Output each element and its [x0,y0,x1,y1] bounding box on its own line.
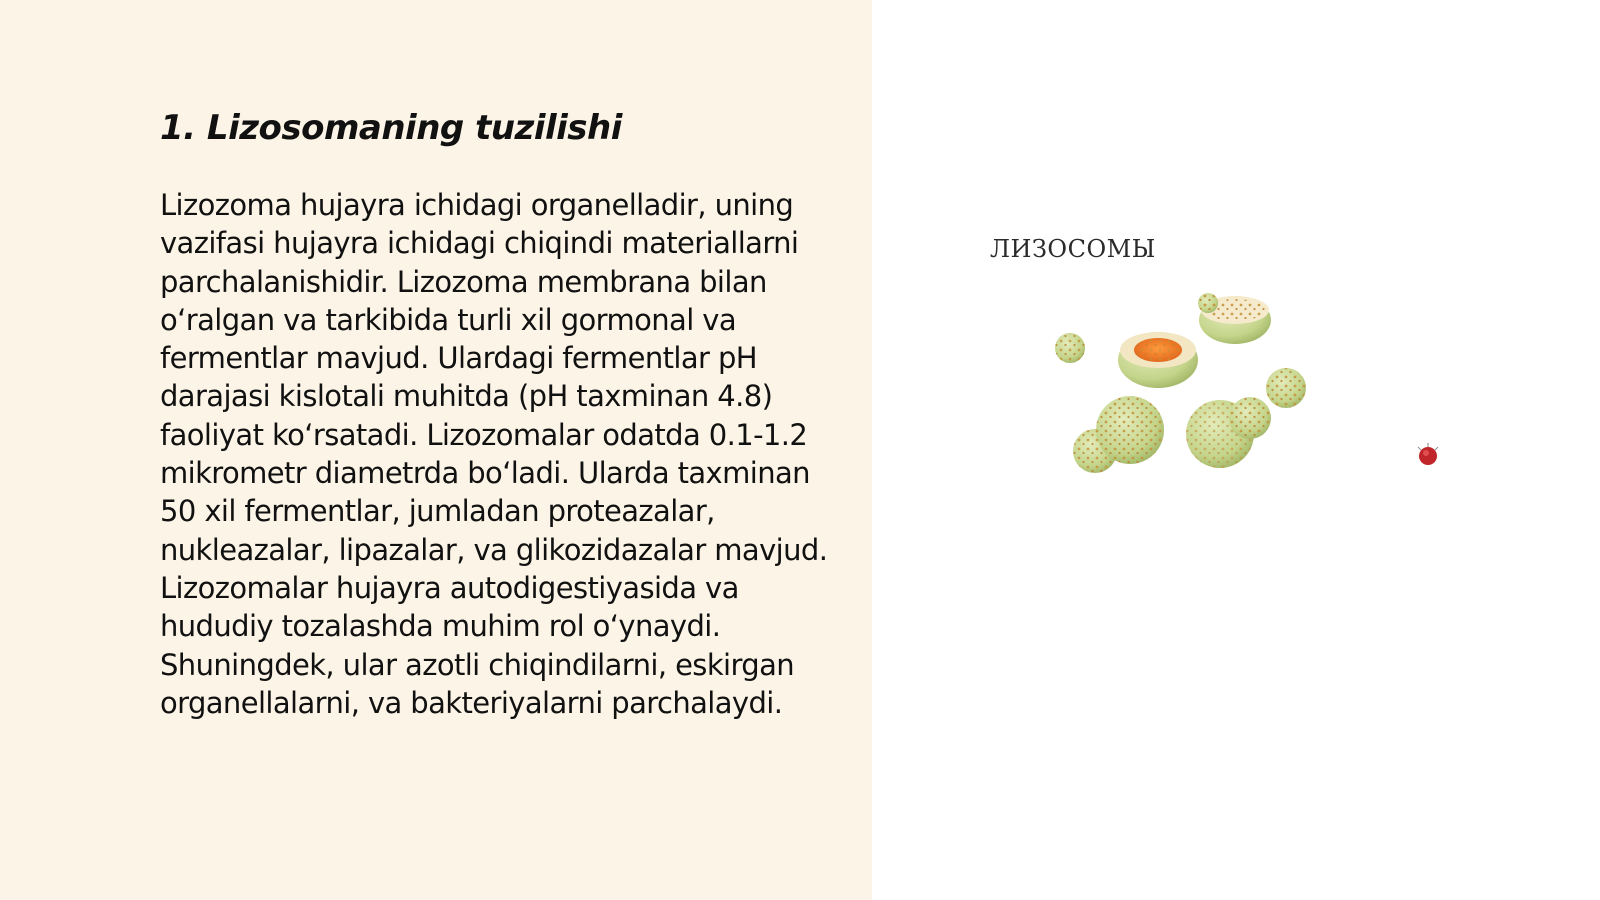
slide-title: 1. Lizosomaning tuzilishi [160,108,622,148]
lysosome-small-left [1055,333,1085,363]
lysosome-cut-top [1198,293,1271,344]
lysosome-small-right [1266,368,1306,408]
figure-caption: ЛИЗОСОМЫ [990,235,1156,263]
lysosome-cluster-middle [1186,397,1271,468]
lysosome-cluster-left [1073,396,1164,473]
bacterium-icon [1415,442,1441,468]
lysosomes-illustration [1050,258,1350,488]
slide-body-text: Lizozoma hujayra ichidagi organelladir, uning vazifasi hujayra ichidagi chiqindi materiallarni parchalanishidir. Lizozoma membrana bilan o‘ralgan va tarkibida turli xil gormonal va fermentlar mavjud. Ulardagi fermentlar pH darajasi kislotali muhitda (pH taxminan 4.8) faoliyat ko‘rsatadi. Lizozomalar odatda 0.1-1.2 mikrometr diametrda bo‘ladi. Ularda taxminan 50 xil fermentlar, jumladan proteazalar, nukleazalar, lipazalar, va glikozidazalar mavjud. Lizozomalar hujayra autodigestiyasida va hududiy tozalashda muhim rol o‘ynaydi. Shuningdek, ular azotli chiqindilarni, eskirgan organellalarni, va bakteriyalarni parchalaydi. [160,188,828,720]
lysosome-figure [990,228,1350,488]
lysosome-cut-orange [1118,332,1198,388]
